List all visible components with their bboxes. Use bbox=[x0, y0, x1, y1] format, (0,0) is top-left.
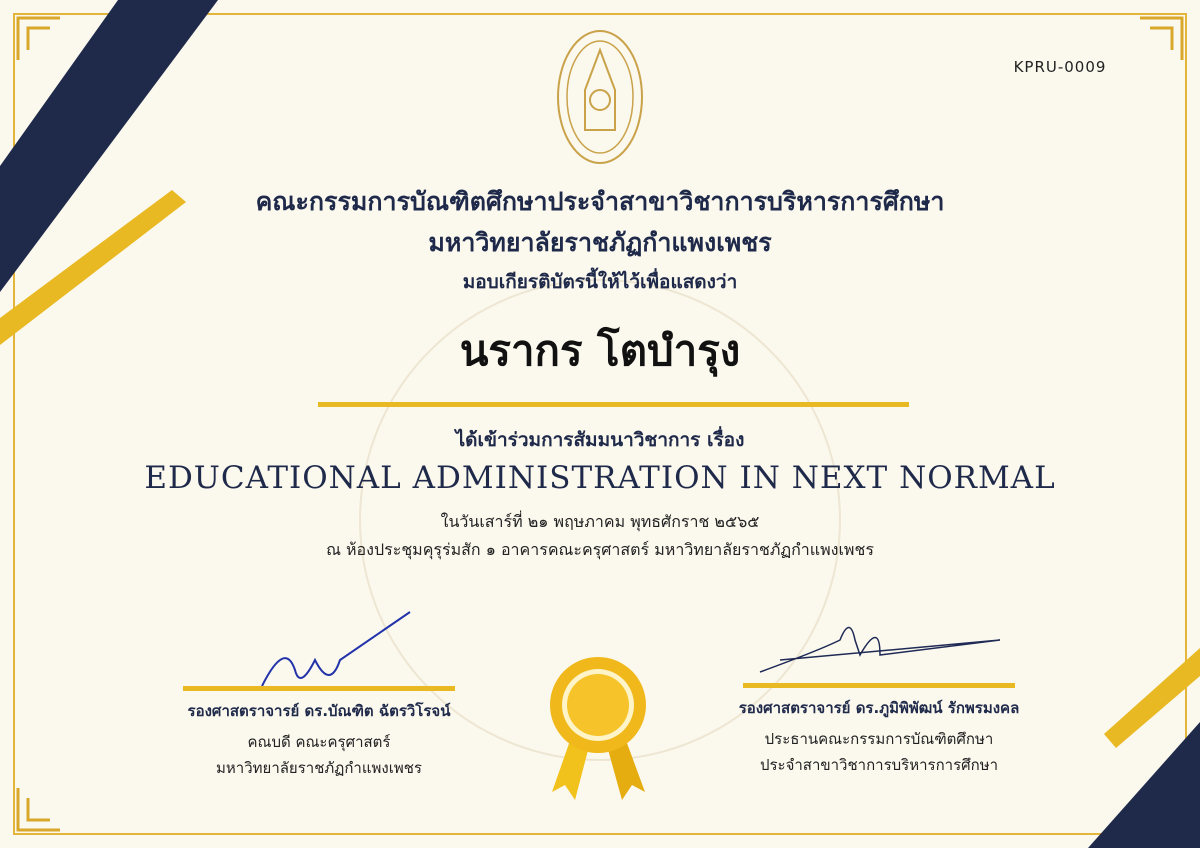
certificate-code: KPRU-0009 bbox=[1013, 58, 1107, 76]
header-presentation: มอบเกียรติบัตรนี้ให้ไว้เพื่อแสดงว่า bbox=[462, 271, 738, 293]
recipient-name: นรากร โตบำรุง bbox=[459, 326, 741, 375]
signatory-left bbox=[119, 686, 519, 781]
signatory-title bbox=[119, 729, 519, 781]
navy-band-bottom-right bbox=[1088, 722, 1200, 848]
seminar-date: ในวันเสาร์ที่ ๒๑ พฤษภาคม พุทธศักราช ๒๕๖๕ bbox=[440, 512, 760, 531]
signatory-title bbox=[679, 726, 1079, 778]
seminar-intro: ได้เข้าร่วมการสัมมนาวิชาการ เรื่อง bbox=[455, 429, 745, 451]
signatory-name: รองศาสตราจารย์ ดร.ภูมิพิพัฒน์ รักพรมงคล bbox=[738, 699, 1020, 717]
corner-ornament-icon bbox=[18, 788, 60, 830]
header-committee: คณะกรรมการบัณฑิตศึกษาประจำสาขาวิชาการบริหารการศึกษา bbox=[255, 187, 945, 216]
university-seal-logo bbox=[558, 31, 642, 163]
signature-line bbox=[743, 683, 1015, 688]
corner-ornament-icon bbox=[18, 18, 60, 60]
name-underline bbox=[318, 402, 909, 407]
seminar-place: ณ ห้องประชุมคุรุร่มสัก ๑ อาคารคณะครุศาสตร์ มหาวิทยาลัยราชภัฏกำแพงเพชร bbox=[326, 540, 874, 559]
signatory-title-line: ประจำสาขาวิชาการบริหารการศึกษา bbox=[759, 756, 999, 774]
header-university: มหาวิทยาลัยราชภัฏกำแพงเพชร bbox=[428, 228, 772, 257]
seminar-title: EDUCATIONAL ADMINISTRATION IN NEXT NORMAL bbox=[144, 460, 1056, 496]
award-ribbon-icon bbox=[550, 657, 646, 800]
signatory-title-line: คณบดี คณะครุศาสตร์ bbox=[247, 733, 391, 751]
signature-right bbox=[760, 628, 1000, 673]
signature-left bbox=[262, 612, 410, 686]
corner-ornament-icon bbox=[1140, 18, 1182, 60]
signature-line bbox=[183, 686, 455, 691]
signatory-name: รองศาสตราจารย์ ดร.บัณฑิต ฉัตรวิโรจน์ bbox=[187, 702, 451, 720]
signatory-title-line: ประธานคณะกรรมการบัณฑิตศึกษา bbox=[764, 730, 994, 748]
signatory-right bbox=[679, 683, 1079, 778]
signatory-title-line: มหาวิทยาลัยราชภัฏกำแพงเพชร bbox=[216, 759, 422, 777]
